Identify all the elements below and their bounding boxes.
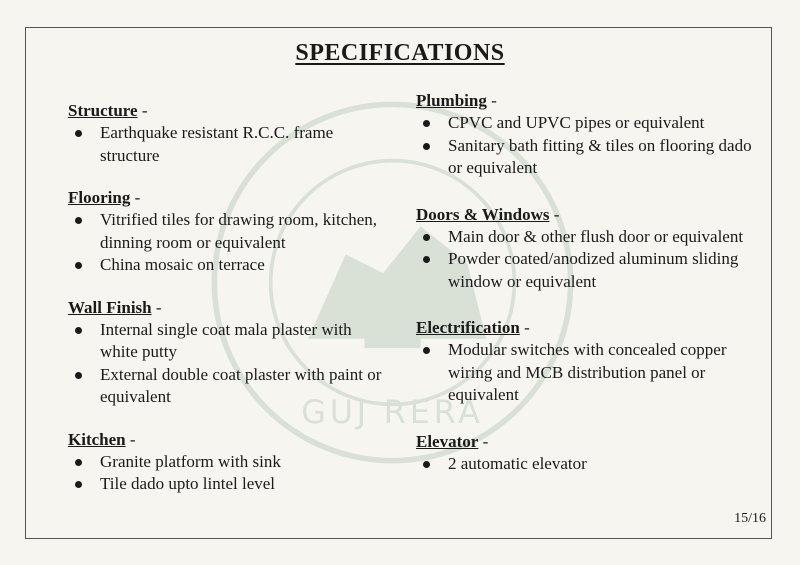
section-heading-label: Doors & Windows [416,204,550,224]
section-gap [68,409,388,429]
bullet-item: China mosaic on terrace [68,254,388,277]
section-heading-dash: - [151,297,162,317]
section-heading-label: Plumbing [416,91,487,110]
bullet-list [68,451,388,496]
bullet-list [416,226,756,294]
bullet-list [68,319,388,409]
bullet-item: External double coat plaster with paint or equivalent [68,364,388,409]
section-heading [416,90,756,112]
section-heading [68,297,388,319]
section-gap [68,277,388,297]
bullet-list [416,453,756,476]
section-heading-dash: - [130,188,141,207]
section-heading-dash: - [125,429,136,449]
spec-section-electrification [416,317,756,407]
section-heading [68,187,388,209]
section-heading [416,317,756,339]
spec-section-elevator [416,431,756,476]
section-heading-label: Flooring [68,188,131,207]
section-heading-dash: - [478,431,489,451]
spec-section-kitchen [68,429,388,496]
spec-section-flooring [68,187,388,277]
bullet-list [68,209,388,277]
left-column [68,100,388,496]
spec-section-wall-finish [68,297,388,409]
section-heading [416,431,756,453]
svg-text:GUJ RERA: GUJ RERA [301,393,484,432]
bullet-item: Tile dado upto lintel level [68,473,388,496]
section-heading-label: Electrification [416,318,520,337]
page-number: 15/16 [734,511,766,526]
bullet-list [416,112,756,180]
bullet-item: Main door & other flush door or equivalent [416,226,756,249]
section-heading-dash: - [549,204,560,224]
spec-section-plumbing [416,90,756,180]
section-gap [416,407,756,431]
bullet-list [416,339,756,407]
spec-section-structure [68,100,388,167]
section-heading [416,204,756,226]
bullet-list [68,122,388,167]
bullet-item: Vitrified tiles for drawing room, kitchen, dinning room or equivalent [68,209,388,254]
section-heading [68,100,388,122]
section-heading-label: Kitchen [68,429,126,449]
section-heading [68,429,388,451]
bullet-item: Granite platform with sink [68,451,388,474]
bullet-item: Sanitary bath fitting & tiles on flooring dado or equivalent [416,135,756,180]
bullet-item: Modular switches with concealed copper wiring and MCB distribution panel or equivalent [416,339,756,407]
section-gap [416,293,756,317]
section-gap [416,180,756,204]
section-heading-label: Structure [68,101,138,120]
right-column [416,90,756,475]
bullet-item: Powder coated/anodized aluminum sliding window or equivalent [416,248,756,293]
bullet-item: Internal single coat mala plaster with white putty [68,319,388,364]
section-heading-label: Wall Finish [68,297,152,317]
bullet-item: 2 automatic elevator [416,453,756,476]
section-gap [68,167,388,187]
bullet-item: CPVC and UPVC pipes or equivalent [416,112,756,135]
section-heading-dash: - [519,318,530,337]
bullet-item: Earthquake resistant R.C.C. frame structure [68,122,388,167]
section-heading-dash: - [486,91,497,110]
section-heading-label: Elevator [416,431,479,451]
section-heading-dash: - [137,101,148,120]
spec-section-doors-and-windows [416,204,756,294]
page-title: SPECIFICATIONS [295,40,505,66]
